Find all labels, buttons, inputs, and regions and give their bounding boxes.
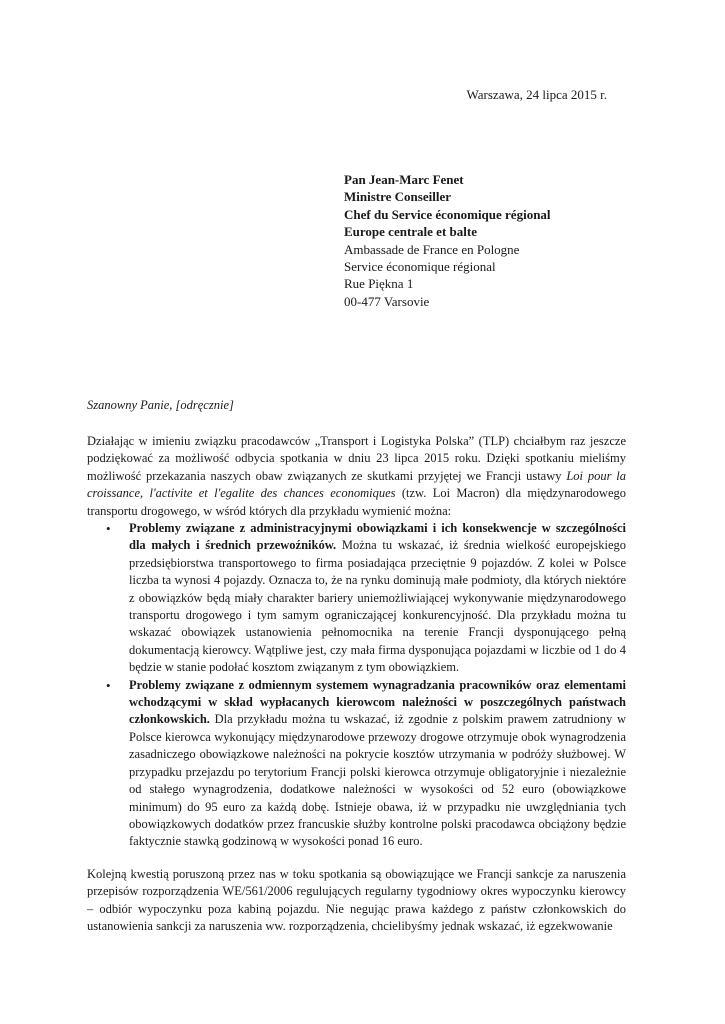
- list-item-text: Można tu wskazać, iż średnia wielkość europejskiego przedsiębiorstwa transportowego to firma posiadająca przeciętnie 9 pojazdów. Z kolei w Polsce liczba ta wynosi 4 pojazdy. Oznacza to, że na rynku dominują małe podmioty, dla których niektóre z obowiązków będą miały charakter bariery uniemożliwiającej wykonywanie międzynarodowego transportu drogowego i tym samym ograniczającej konkurencyjność. Dla przykładu można tu wskazać obowiązek ustanowienia pełnomocnika na terenie Francji dysponującego pełną dokumentacją kierowcy. Wątpliwe jest, czy mała firma dysponująca pojazdami w liczbie od 1 do 4 będzie w stanie podołać kosztom związanym z tym obowiązkiem.: [129, 538, 627, 675]
- paragraph-sanctions: Kolejną kwestią poruszoną przez nas w toku spotkania są obowiązujące we Francji sankcje za naruszenia przepisów rozporządzenia WE/561/2006 regulujących regularny tygodniowy okres wypoczynku kierowcy – odbiór wypoczynku poza kabiną pojazdu. Nie negując prawa każdego z państw członkowskich do ustanowienia sankcji za naruszenia ww. rozporządzenia, chcielibyśmy jednak wskazać, iż egzekwowanie: [87, 867, 626, 934]
- list-item-heading: Problemy związane z odmiennym systemem wynagradzania pracowników oraz elementami wchodzącymi w skład wypłacanych kierowcom należności w poszczególnych państwach członkowskich.: [129, 677, 626, 727]
- list-item: [87, 677, 626, 851]
- recipient-street: Rue Piękna 1: [344, 276, 414, 292]
- bullet-icon: •: [106, 521, 111, 536]
- letter-date: Warszawa, 24 lipca 2015 r.: [466, 87, 607, 102]
- recipient-name: Pan Jean-Marc Fenet: [344, 172, 464, 187]
- paragraph-intro: [87, 433, 626, 520]
- paragraph-intro-part2: (tzw. Loi Macron) dla międzynarodowego transportu drogowego, w wśród których dla przykładu wymienić można:: [87, 486, 626, 518]
- law-title: Loi pour la croissance, l'activite et l'egalite des chances economiques: [87, 468, 626, 501]
- recipient-service: Service économique régional: [344, 259, 496, 275]
- list-item-text: Dla przykładu można tu wskazać, iż zgodnie z polskim prawem zatrudniony w Polsce kierowca wykonujący międzynarodowe przewozy drogowe otrzymuje obok wynagrodzenia zasadniczego obowiązkowe należności na pokrycie kosztów utrzymania w podróży służbowej. W przypadku przejazdu po terytorium Francji polski kierowca otrzymuje obligatoryjnie i niezależnie od stałego wynagrodzenia, dodatkowe należności w wysokości od 52 euro (obowiązkowe minimum) do 95 euro za każdą dobę. Istnieje obawa, iż w przypadku nie uwzględniania tych obowiązkowych dodatków przez francuskie służby kontrolne polski pracodawca obciążony będzie faktycznie stawką godzinową w wysokości ponad 16 euro.: [129, 712, 626, 849]
- recipient-city: 00-477 Varsovie: [344, 293, 430, 309]
- salutation: Szanowny Panie, [odręcznie]: [87, 398, 234, 412]
- recipient-role: Ministre Conseiller: [344, 189, 451, 205]
- paragraph-intro-part1: Działając w imieniu związku pracodawców „Transport i Logistyka Polska” (TLP) chciałbym raz jeszcze podziękować za możliwość odbycia spotkania w dniu 23 lipca 2015 roku. Dzięki spotkaniu mieliśmy możliwość przekazania naszych obaw związanych ze skutkami przyjętej we Francji ustawy: [87, 434, 626, 483]
- list-item: [87, 520, 626, 677]
- list-item-heading: Problemy związane z administracyjnymi obowiązkami i ich konsekwencje w szczególności dla małych i średnich przewoźników.: [129, 521, 626, 553]
- recipient-embassy: Ambassade de France en Pologne: [344, 241, 520, 257]
- concerns-list: [87, 520, 626, 851]
- recipient-region: Europe centrale et balte: [344, 224, 477, 240]
- recipient-address-block: [344, 171, 551, 310]
- bullet-icon: •: [106, 677, 111, 693]
- recipient-department: Chef du Service économique régional: [344, 206, 551, 222]
